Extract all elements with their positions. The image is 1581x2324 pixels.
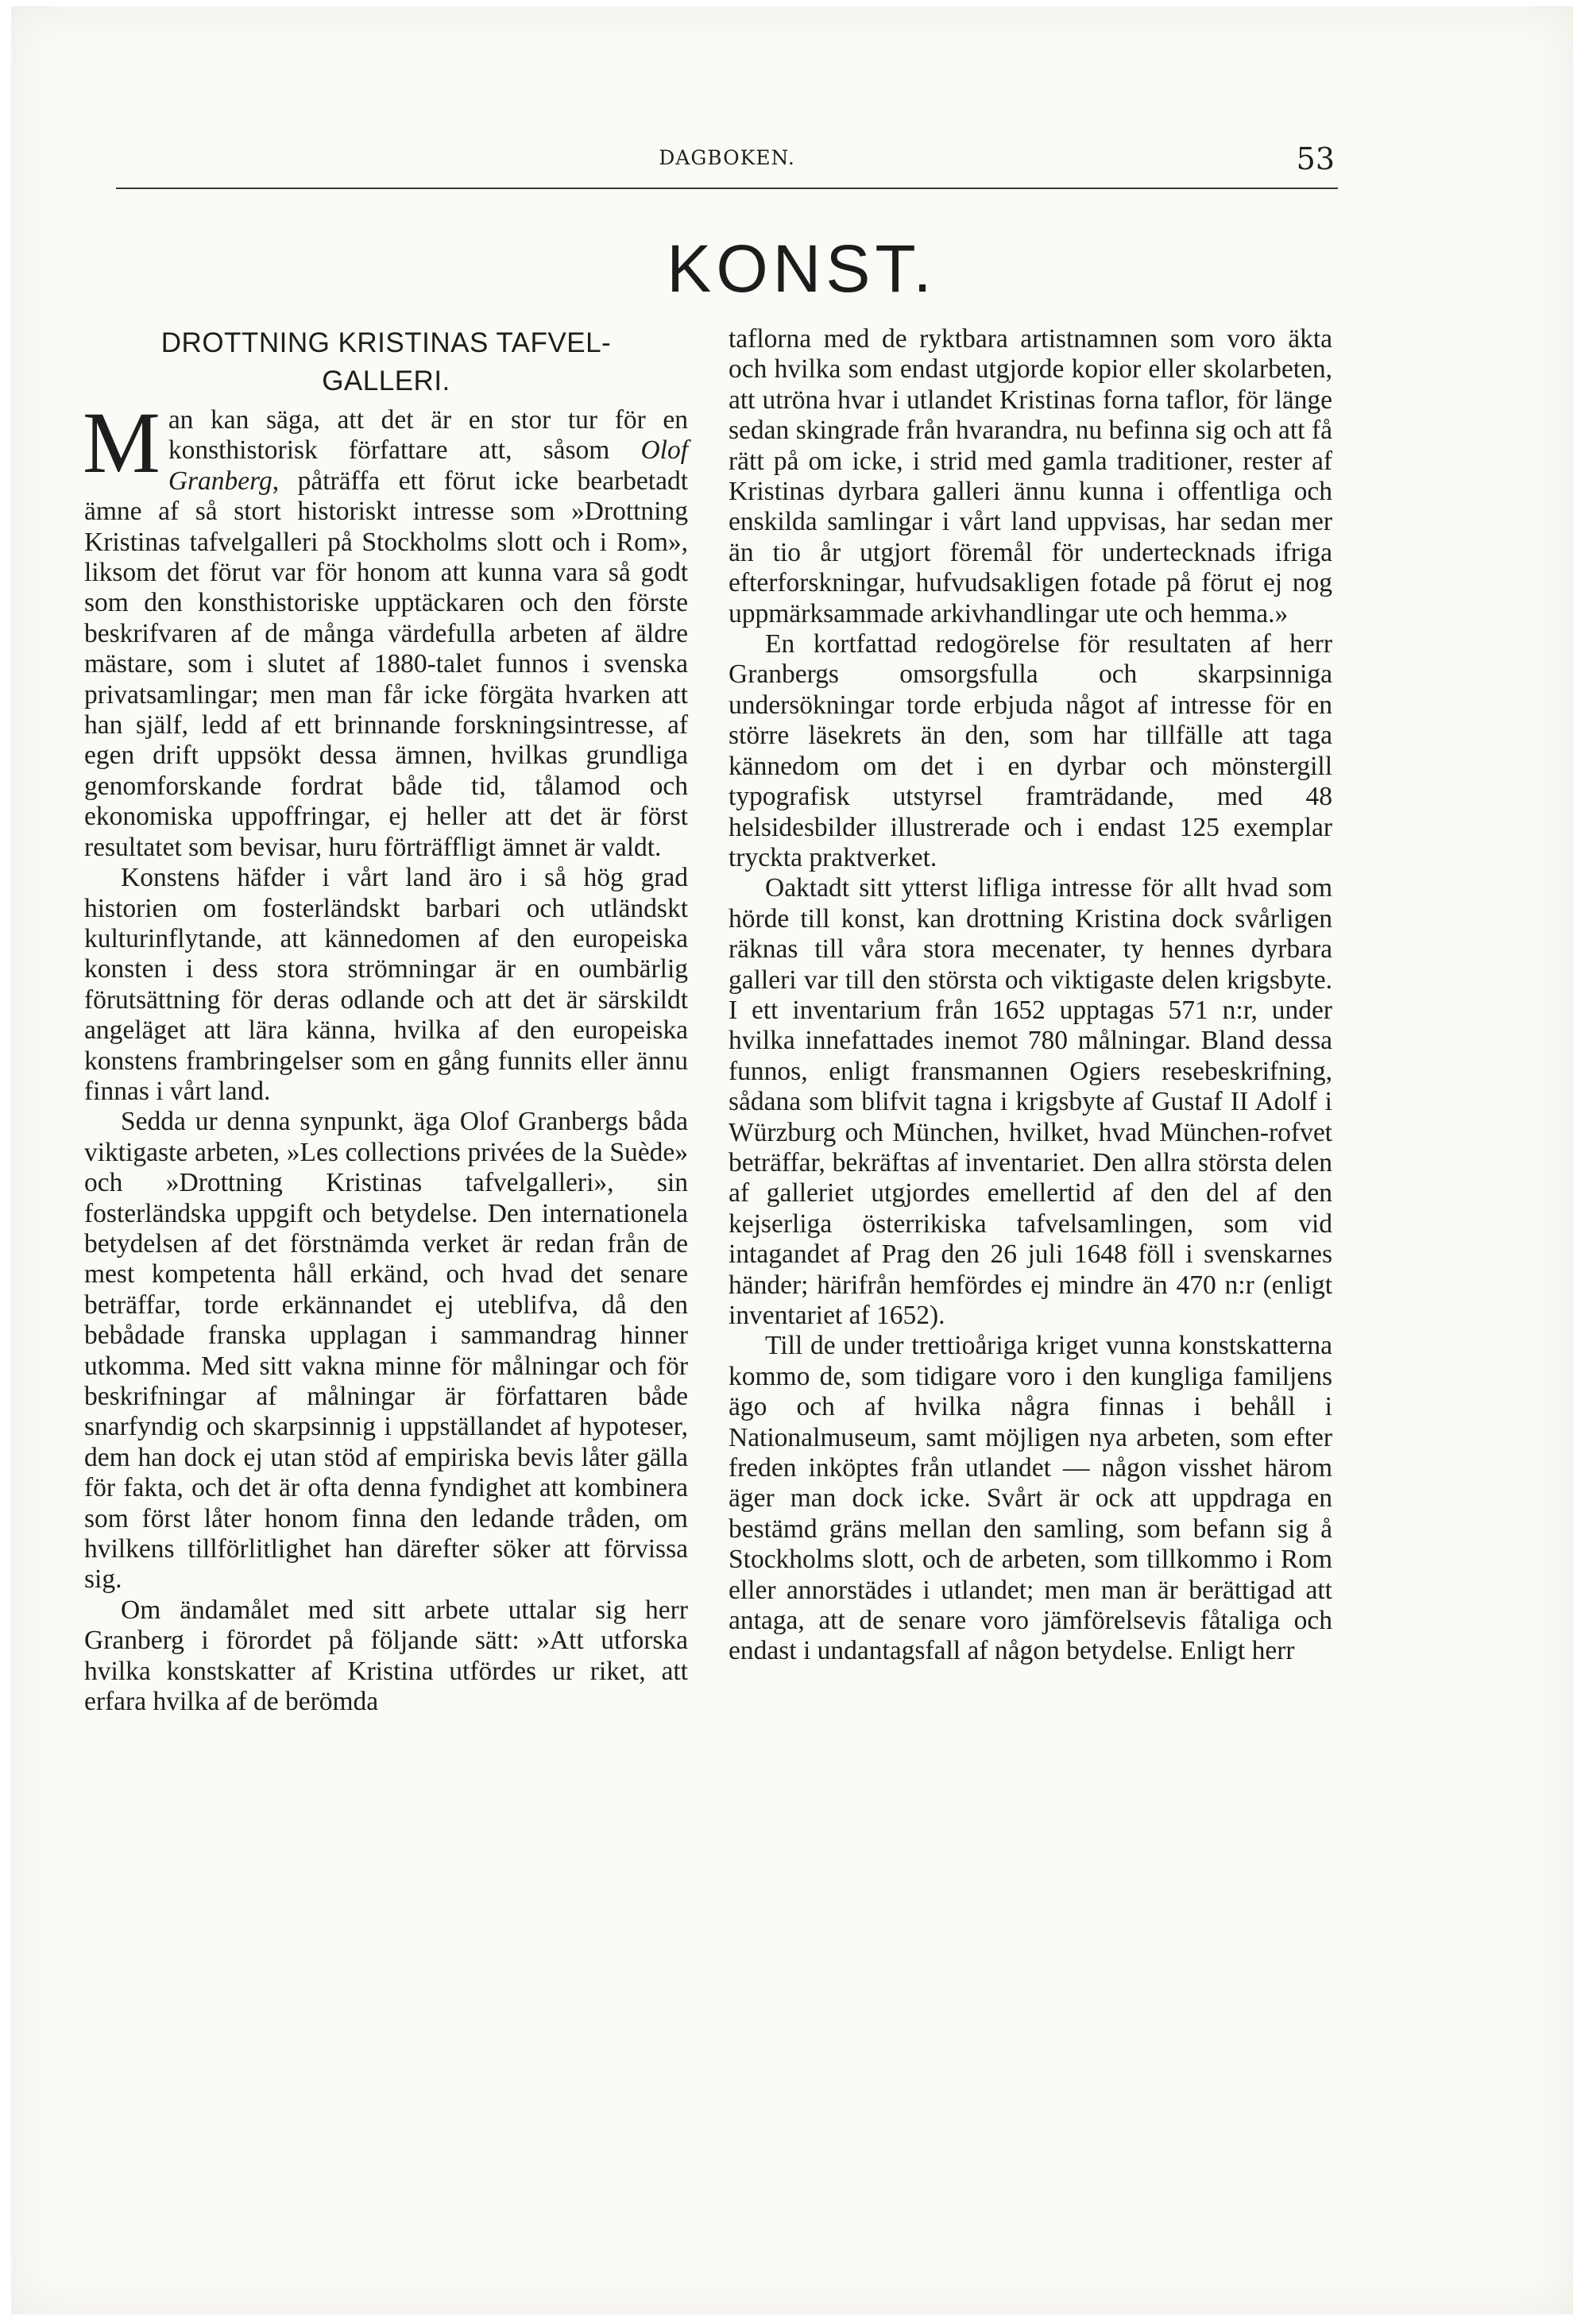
text-column-left: [84, 324, 688, 2199]
paragraph-6: En kortfattad redogörelse för resultaten af herr Granbergs omsorgsfulla och skarpsinniga undersökningar torde erbjuda något af intresse för en större läsekrets än den, som har tillfälle att taga kännedom om det i en dyrbar och mönstergill typografisk utstyrsel framträdande, med 48 helsidesbilder illustrerade och i endast 125 exemplar tryckta praktverket.: [729, 629, 1332, 872]
paragraph-1-text-a: an kan säga, att det är en stor tur för en konsthistorisk författare att, såsom: [168, 405, 688, 466]
paragraph-5: taflorna med de ryktbara artistnamnen som voro äkta och hvilka som endast utgjorde kopior eller skolarbeten, att utröna hvar i utlandet Kristinas forna taflor, för länge sedan skingrade från hvarandra, nu befinna sig och att få rätt på om icke, i strid med gamla traditioner, rester af Kristinas dyrbara galleri ännu kunna i offentliga och enskilda samlingar i vårt land uppvisas, har sedan mer än tio år utgjort föremål för undertecknads ifriga efterforskningar, hufvudsakligen fotade på förut ej nog uppmärksammade arkivhandlingar ute och hemma.»: [729, 324, 1332, 628]
article-title: [84, 324, 688, 400]
paragraph-1-text-b: , påträffa ett förut icke bearbetadt ämne af så stort historiskt intresse som »Drottning Kristinas tafvelgalleri på Stockholms slott och i Rom», liksom det förut var för honom att kunna vara så godt som den konsthistoriske upptäckaren och den förste beskrifvaren af de många värdefulla arbeten af äldre mästare, som i slutet af 1880-talet funnos i svenska privatsamlingar; men man får icke förgäta hvarken att han själf, ledd af ett brinnande forskningsintresse, af egen drift uppsökt dessa ämnen, hvilkas grundliga genomforskande fordrat både tid, tålamod och ekonomiska uppoffringar, ej heller att det är först resultatet som bevisar, huru förträffligt ämnet är valdt.: [84, 466, 688, 862]
article-title-line-1: DROTTNING KRISTINAS TAFVEL-: [160, 327, 612, 358]
paragraph-2: Konstens häfder i vårt land äro i så hög grad historien om fosterländskt barbari och utländskt kulturinflytande, att kännedomen af den europeiska konsten i dess stora strömningar är en oumbärlig förutsättning för deras odlande och att det är särskildt angeläget att lära känna, hvilka af den europeiska konstens frambringelser som en gång funnits eller ännu finnas i vårt land.: [84, 863, 688, 1106]
text-column-right: [729, 324, 1332, 2199]
running-title: DAGBOKEN.: [659, 146, 795, 169]
paragraph-3: Sedda ur denna synpunkt, äga Olof Granbergs båda viktigaste arbeten, »Les collections privées de la Suède» och »Drottning Kristinas tafvelgalleri», sin fosterländska uppgift och betydelse. Den internationela betydelsen af det förstnämda verket är redan från de mest kompetenta håll erkänd, och hvad det senare beträffar, torde erkännandet ej uteblifva, då den bebådade franska upplagan i sammandrag hinner utkomma. Med sitt vakna minne för målningar och för beskrifningar af målningar är författaren både snarfyndig och skarpsinnig i uppställandet af hypoteser, dem han dock ej utan stöd af empiriska bevis låter gälla för fakta, och det är ofta denna fyndighet att kombinera som först låter honom finna den ledande tråden, om hvilkens tillförlitlighet han därefter söker att förvissa sig.: [84, 1107, 688, 1595]
running-header: [116, 140, 1338, 189]
section-title: KONST.: [667, 231, 937, 306]
paragraph-1: [83, 394, 688, 863]
article-title-line-2: GALLERI.: [322, 365, 450, 396]
drop-cap: M: [83, 394, 160, 491]
page-sheet: [11, 6, 1573, 2314]
author-name: Olof Granberg: [168, 435, 688, 496]
paragraph-8: Till de under trettioåriga kriget vunna konstskatterna kommo de, som tidigare voro i den kungliga familjens ägo och af hvilka några finnas i behåll i Nationalmuseum, samt möjligen nya arbeten, som efter freden inköptes från utlandet — någon visshet härom äger man dock icke. Svårt är ock att uppdraga en bestämd gräns mellan den samling, som befann sig å Stockholms slott, och de arbeten, som tillkommo i Rom eller annorstädes i utlandet; men man är berättigad att antaga, att de senare voro jämförelsevis fåtaliga och endast i undantagsfall af någon betydelse. Enligt herr: [729, 1331, 1332, 1666]
page-number: 53: [1296, 141, 1335, 176]
paragraph-7: Oaktadt sitt ytterst lifliga intresse för allt hvad som hörde till konst, kan drottning Kristina dock svårligen räknas till våra stora mecenater, ty hennes dyrbara galleri var till den största och viktigaste delen krigsbyte. I ett inventarium från 1652 upptagas 571 n:r, under hvilka innefattades inemot 780 målningar. Bland dessa funnos, enligt fransmannen Ogiers resebeskrifning, sådana som blifvit tagna i krigsbyte af Gustaf II Adolf i Würzburg och München, hvilket, hvad München-rofvet beträffar, bekräftas af inventariet. Den allra största delen af galleriet utgjordes emellertid af den del af den kejserliga österrikiska tafvelsamlingen, som vid intagandet af Prag den 26 juli 1648 föll i svenskarnes händer; härifrån hemfördes ej mindre än 470 n:r (enligt inventariet af 1652).: [729, 873, 1332, 1330]
paragraph-4: Om ändamålet med sitt arbete uttalar sig herr Granberg i förordet på följande sätt: »Att utforska hvilka konstskatter af Kristina utfördes ur riket, att erfara hvilka af de berömda: [84, 1595, 688, 1717]
